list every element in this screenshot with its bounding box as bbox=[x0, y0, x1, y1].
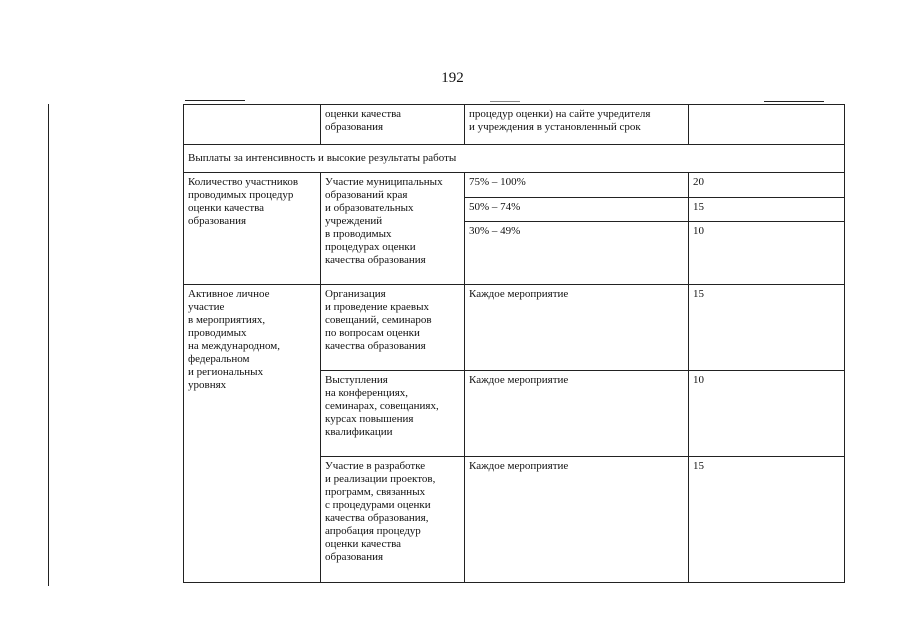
scan-artifact-line bbox=[490, 101, 520, 102]
section-header: Выплаты за интенсивность и высокие результаты работы bbox=[184, 145, 845, 173]
page-number: 192 bbox=[441, 70, 464, 86]
criterion-cell: Выступления на конференциях, семинарах, совещаниях, курсах повышения квалификации bbox=[321, 371, 465, 457]
points-cell: 15 bbox=[689, 457, 845, 583]
condition-cell: Каждое мероприятие bbox=[465, 457, 689, 583]
table-cell: процедур оценки) на сайте учредителя и учреждения в установленный срок bbox=[465, 105, 689, 145]
table-cell: оценки качества образования bbox=[321, 105, 465, 145]
points-cell: 15 bbox=[689, 198, 845, 222]
points-cell: 10 bbox=[689, 371, 845, 457]
indicator-cell: Активное личное участие в мероприятиях, проводимых на международном, федеральном и региональных уровнях bbox=[184, 285, 321, 583]
table-row bbox=[184, 285, 845, 371]
scan-artifact-line bbox=[764, 101, 824, 102]
condition-cell: 30% – 49% bbox=[465, 222, 689, 285]
criteria-table bbox=[183, 104, 845, 583]
condition-cell: 75% – 100% bbox=[465, 173, 689, 198]
criterion-cell: Участие муниципальных образований края и образовательных учреждений в проводимых процедурах оценки качества образования bbox=[321, 173, 465, 285]
section-header-row bbox=[184, 145, 845, 173]
indicator-cell: Количество участников проводимых процедур оценки качества образования bbox=[184, 173, 321, 285]
left-border-line bbox=[48, 104, 49, 586]
criterion-cell: Участие в разработке и реализации проектов, программ, связанных с процедурами оценки качества образования, апробация процедур оценки качества образования bbox=[321, 457, 465, 583]
points-cell: 10 bbox=[689, 222, 845, 285]
table-cell bbox=[184, 105, 321, 145]
points-cell: 20 bbox=[689, 173, 845, 198]
table-row bbox=[184, 173, 845, 198]
condition-cell: Каждое мероприятие bbox=[465, 285, 689, 371]
table-row bbox=[184, 105, 845, 145]
scan-artifact-line bbox=[185, 100, 245, 101]
condition-cell: Каждое мероприятие bbox=[465, 371, 689, 457]
table-cell bbox=[689, 105, 845, 145]
condition-cell: 50% – 74% bbox=[465, 198, 689, 222]
points-cell: 15 bbox=[689, 285, 845, 371]
criterion-cell: Организация и проведение краевых совещаний, семинаров по вопросам оценки качества образования bbox=[321, 285, 465, 371]
